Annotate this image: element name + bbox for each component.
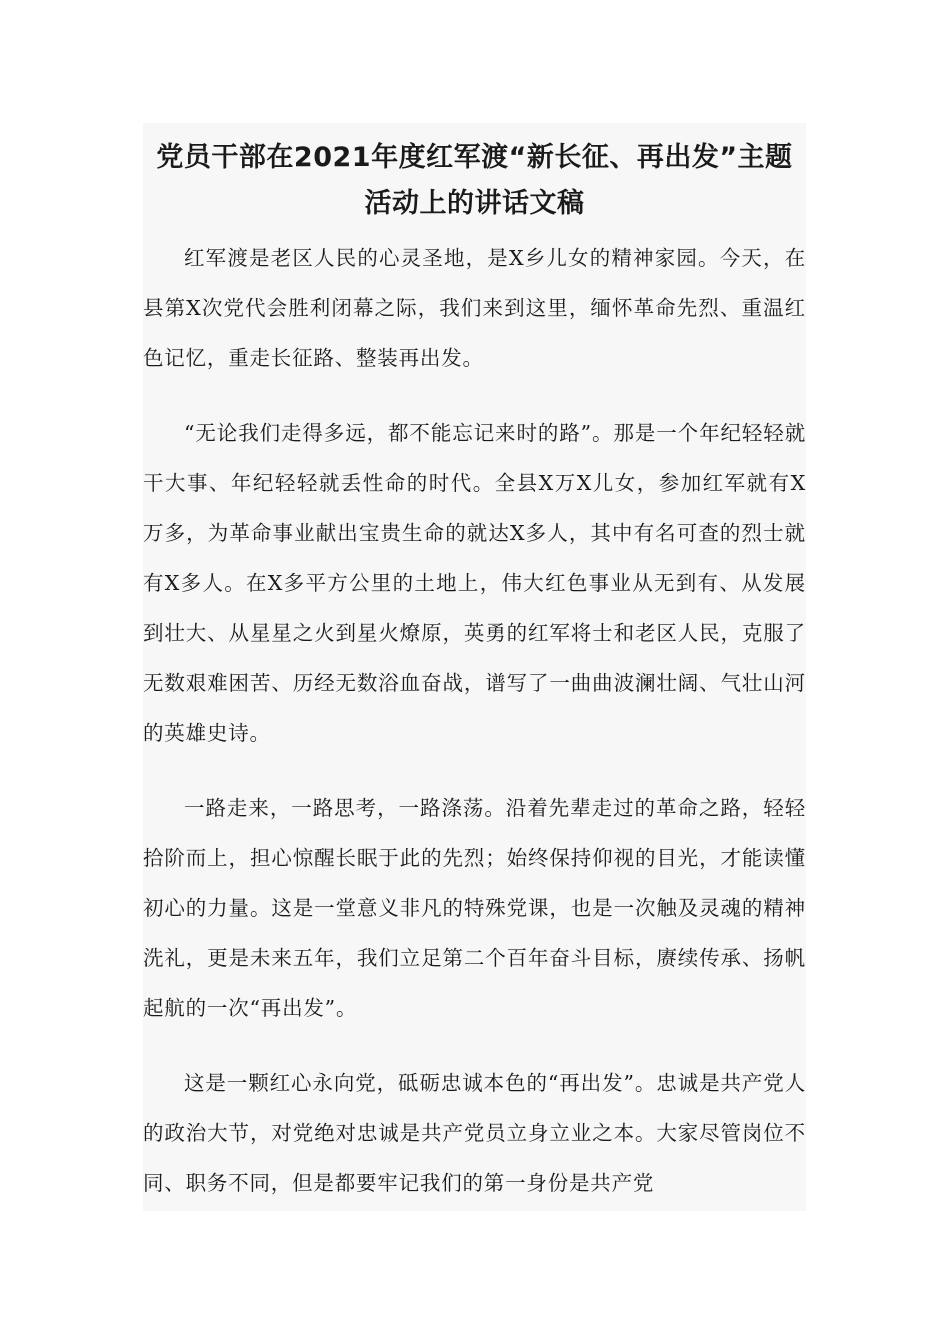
paragraph-2: “无论我们走得多远，都不能忘记来时的路”。那是一个年纪轻轻就干大事、年纪轻轻就丢性命的时代。全县X万X儿女，参加红军就有X万多，为革命事业献出宝贵生命的就达X多人，其中有名可查的烈士就有X多人。在X多平方公里的土地上，伟大红色事业从无到有、从发展到壮大、从星星之火到星火燎原，英勇的红军将士和老区人民，克服了无数艰难困苦、历经无数浴血奋战，谱写了一曲曲波澜壮阔、气壮山河的英雄史诗。 — [143, 421, 806, 745]
paragraph-3: 一路走来，一路思考，一路涤荡。沿着先辈走过的革命之路，轻轻拾阶而上，担心惊醒长眠于此的先烈；始终保持仰视的目光，才能读懂初心的力量。这是一堂意义非凡的特殊党课，也是一次触及灵魂的精神洗礼，更是未来五年，我们立足第二个百年奋斗目标，赓续传承、扬帆起航的一次“再出发”。 — [143, 796, 806, 1020]
paragraph-1: 红军渡是老区人民的心灵圣地，是X乡儿女的精神家园。今天，在县第X次党代会胜利闭幕之际，我们来到这里，缅怀革命先烈、重温红色记忆，重走长征路、整装再出发。 — [143, 246, 806, 370]
paragraph-4: 这是一颗红心永向党，砥砺忠诚本色的“再出发”。忠诚是共产党人的政治大节，对党绝对忠诚是共产党员立身立业之本。大家尽管岗位不同、职务不同，但是都要牢记我们的第一身份是共产党 — [143, 1071, 806, 1195]
document-body — [143, 233, 806, 1233]
document-page — [143, 123, 806, 1211]
document-title: 党员干部在2021年度红军渡“新长征、再出发”主题活动上的讲话文稿 — [156, 142, 793, 219]
